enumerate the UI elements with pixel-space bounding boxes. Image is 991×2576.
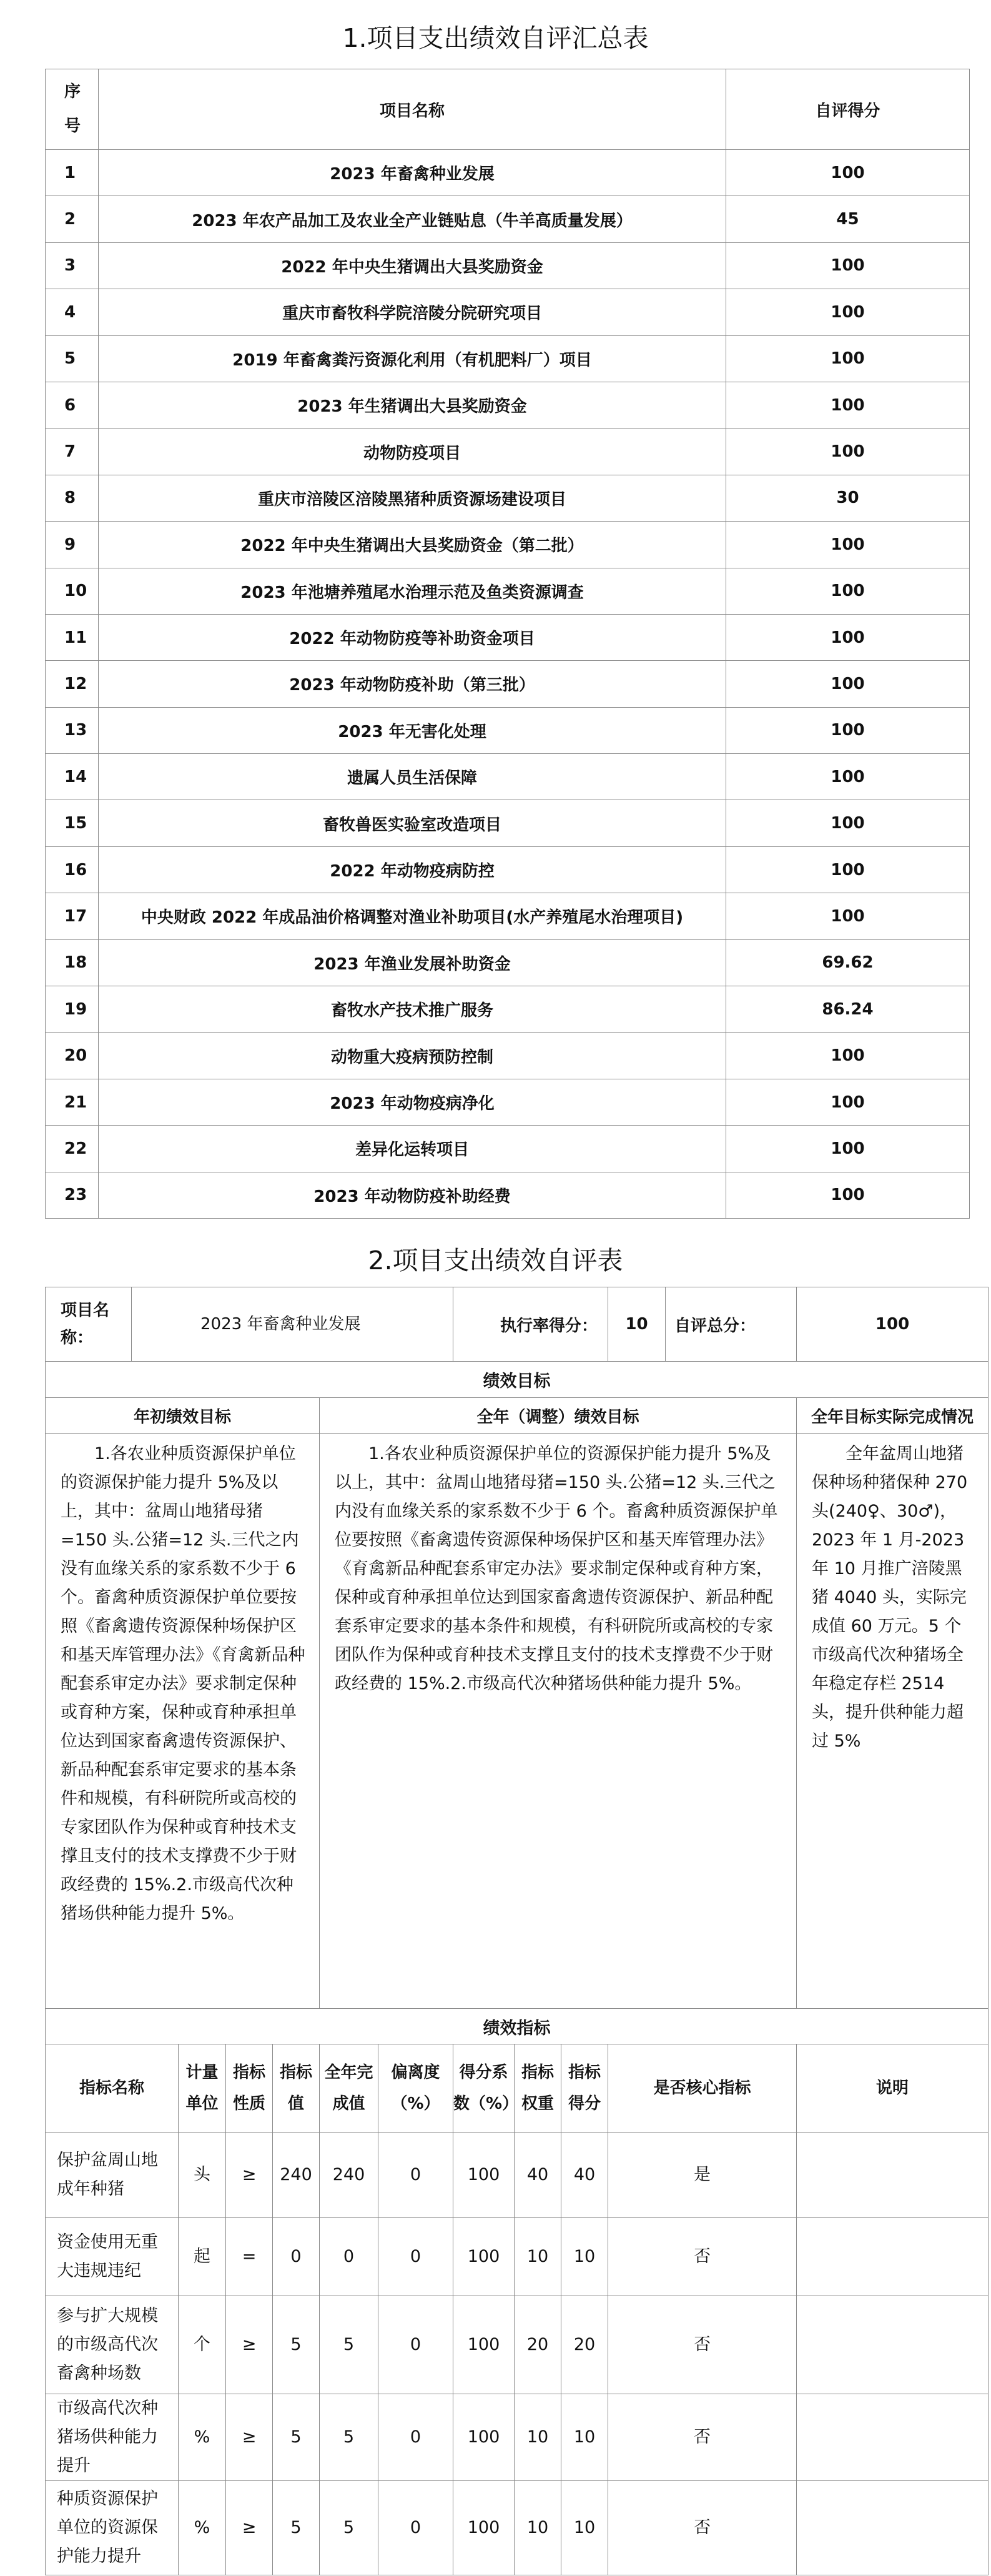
indicator-unit: 个 <box>179 2296 226 2394</box>
indicator-target: 0 <box>273 2218 320 2296</box>
summary-row-no: 13 <box>46 707 99 753</box>
indicator-unit: % <box>179 2481 226 2575</box>
goal-actual-text: 全年盆周山地猪保种场种猪保种 270 头(240♀、30♂)，2023 年 1 月-2023 年 10 月推广涪陵黑猪 4040 头，实际完成值 60 万元。5 个市级高代次种猪场全年稳定存栏 2514 头，提升供种能力超过 5% <box>797 1434 989 2009</box>
summary-row-score: 100 <box>726 614 970 660</box>
project-name-value: 2023 年畜禽种业发展 <box>132 1287 453 1362</box>
header-no <box>46 69 99 150</box>
summary-row-score: 30 <box>726 475 970 521</box>
indicator-target: 5 <box>273 2394 320 2481</box>
indicator-nature: ≥ <box>226 2296 273 2394</box>
indicator-score: 20 <box>561 2296 608 2394</box>
detail-title: 2.项目支出绩效自评表 <box>368 1246 623 1276</box>
summary-row-no: 8 <box>46 475 99 521</box>
summary-row <box>46 1172 970 1218</box>
indicator-core: 否 <box>608 2481 797 2575</box>
summary-row-no: 3 <box>46 242 99 289</box>
summary-row-name: 2023 年动物防疫补助经费 <box>99 1172 726 1218</box>
summary-row-no: 1 <box>46 150 99 196</box>
ind-header-deviation: 偏离度（%） <box>378 2044 453 2133</box>
indicator-score: 10 <box>561 2481 608 2575</box>
summary-title: 1.项目支出绩效自评汇总表 <box>342 23 649 53</box>
ind-header-score: 指标得分 <box>561 2044 608 2133</box>
ind-header-name: 指标名称 <box>46 2044 179 2133</box>
indicator-coef: 100 <box>453 2394 515 2481</box>
indicator-name: 种质资源保护单位的资源保护能力提升 <box>46 2481 179 2575</box>
summary-row-name: 2023 年畜禽种业发展 <box>99 150 726 196</box>
summary-row <box>46 754 970 800</box>
indicator-note <box>797 2218 989 2296</box>
ind-header-nature: 指标性质 <box>226 2044 273 2133</box>
indicator-nature: = <box>226 2218 273 2296</box>
indicator-row <box>46 2133 989 2218</box>
indicator-core: 是 <box>608 2133 797 2218</box>
summary-row-no: 20 <box>46 1033 99 1079</box>
summary-row-no: 19 <box>46 986 99 1033</box>
summary-row-name: 遗属人员生活保障 <box>99 754 726 800</box>
summary-row-no: 5 <box>46 335 99 382</box>
goal-actual-header: 全年目标实际完成情况 <box>797 1398 989 1434</box>
summary-row-score: 69.62 <box>726 939 970 986</box>
indicators-title-row <box>46 2009 989 2044</box>
indicator-weight: 10 <box>515 2481 561 2575</box>
indicator-row <box>46 2218 989 2296</box>
goals-header-row <box>46 1398 989 1434</box>
header-name: 项目名称 <box>99 69 726 150</box>
summary-row-name: 重庆市畜牧科学院涪陵分院研究项目 <box>99 289 726 335</box>
summary-row <box>46 382 970 428</box>
indicator-actual: 240 <box>320 2133 378 2218</box>
summary-row-score: 100 <box>726 429 970 475</box>
summary-table <box>45 69 970 1219</box>
indicator-weight: 40 <box>515 2133 561 2218</box>
summary-row-name: 动物重大疫病预防控制 <box>99 1033 726 1079</box>
exec-score-label: 执行率得分： <box>453 1287 608 1362</box>
project-row <box>46 1287 989 1362</box>
header-no-text: 序号 <box>64 82 81 136</box>
indicator-name: 市级高代次种猪场供种能力提升 <box>46 2394 179 2481</box>
indicator-coef: 100 <box>453 2133 515 2218</box>
summary-row-no: 10 <box>46 568 99 614</box>
summary-row-score: 100 <box>726 893 970 939</box>
indicator-deviation: 0 <box>378 2394 453 2481</box>
summary-row-name: 2023 年池塘养殖尾水治理示范及鱼类资源调查 <box>99 568 726 614</box>
summary-row-score: 100 <box>726 661 970 707</box>
summary-row-no: 16 <box>46 846 99 893</box>
exec-score-value: 10 <box>608 1287 666 1362</box>
summary-row <box>46 939 970 986</box>
summary-row-name: 2022 年动物防疫等补助资金项目 <box>99 614 726 660</box>
summary-row <box>46 522 970 568</box>
summary-row-no: 2 <box>46 196 99 242</box>
summary-row-score: 100 <box>726 846 970 893</box>
summary-row-score: 100 <box>726 1172 970 1218</box>
indicator-core: 否 <box>608 2218 797 2296</box>
summary-row-name: 2022 年中央生猪调出大县奖励资金（第二批） <box>99 522 726 568</box>
ind-header-core: 是否核心指标 <box>608 2044 797 2133</box>
ind-header-unit: 计量单位 <box>179 2044 226 2133</box>
indicator-note <box>797 2481 989 2575</box>
ind-header-target: 指标值 <box>273 2044 320 2133</box>
summary-row-score: 100 <box>726 522 970 568</box>
summary-row-score: 100 <box>726 800 970 846</box>
goal-initial-text: 1.各农业种质资源保护单位的资源保护能力提升 5%及以上，其中：盆周山地猪母猪=150 头.公猪=12 头.三代之内没有血缘关系的家系数不少于 6 个。畜禽种质资源保护单位要按照《畜禽遗传资源保种场保护区和基天库管理办法》《育禽新品种配套系审定办法》要求制定保种或育种方案，保种或育种承担单位达到国家畜禽遗传资源保护、新品种配套系审定要求的基本条件和规模，有科研院所或高校的专家团队作为保种或育种技术支撑且支付的技术支撑费不少于财政经费的 15%.2.市级高代次种猪场供种能力提升 5%。 <box>46 1434 320 2009</box>
indicator-score: 10 <box>561 2218 608 2296</box>
summary-row <box>46 475 970 521</box>
indicator-nature: ≥ <box>226 2481 273 2575</box>
summary-row <box>46 614 970 660</box>
summary-row-no: 22 <box>46 1126 99 1172</box>
summary-row <box>46 846 970 893</box>
summary-row-name: 重庆市涪陵区涪陵黑猪种质资源场建设项目 <box>99 475 726 521</box>
summary-row-name: 2023 年生猪调出大县奖励资金 <box>99 382 726 428</box>
summary-row-name: 畜牧兽医实验室改造项目 <box>99 800 726 846</box>
indicator-actual: 5 <box>320 2296 378 2394</box>
indicator-unit: % <box>179 2394 226 2481</box>
detail-table <box>45 1287 989 2575</box>
summary-row-no: 23 <box>46 1172 99 1218</box>
summary-row-score: 100 <box>726 335 970 382</box>
summary-row-name: 2023 年农产品加工及农业全产业链贴息（牛羊高质量发展） <box>99 196 726 242</box>
ind-header-note: 说明 <box>797 2044 989 2133</box>
summary-row-no: 14 <box>46 754 99 800</box>
summary-row <box>46 1126 970 1172</box>
summary-row <box>46 1079 970 1125</box>
indicator-unit: 头 <box>179 2133 226 2218</box>
summary-row-no: 15 <box>46 800 99 846</box>
ind-header-weight: 指标权重 <box>515 2044 561 2133</box>
summary-row-no: 12 <box>46 661 99 707</box>
summary-row <box>46 661 970 707</box>
project-name-label: 项目名称： <box>46 1287 132 1362</box>
indicator-core: 否 <box>608 2394 797 2481</box>
summary-row-no: 21 <box>46 1079 99 1125</box>
summary-row-no: 4 <box>46 289 99 335</box>
indicator-unit: 起 <box>179 2218 226 2296</box>
summary-row-name: 2022 年中央生猪调出大县奖励资金 <box>99 242 726 289</box>
summary-row-score: 100 <box>726 568 970 614</box>
summary-row-name: 2023 年动物疫病净化 <box>99 1079 726 1125</box>
summary-row-no: 18 <box>46 939 99 986</box>
indicator-score: 40 <box>561 2133 608 2218</box>
header-score: 自评得分 <box>726 69 970 150</box>
indicator-actual: 5 <box>320 2481 378 2575</box>
summary-row-no: 6 <box>46 382 99 428</box>
summary-row-score: 100 <box>726 289 970 335</box>
indicator-deviation: 0 <box>378 2133 453 2218</box>
ind-header-coef: 得分系数（%） <box>453 2044 515 2133</box>
ind-header-actual: 全年完成值 <box>320 2044 378 2133</box>
indicator-actual: 0 <box>320 2218 378 2296</box>
indicator-deviation: 0 <box>378 2218 453 2296</box>
summary-row-name: 差异化运转项目 <box>99 1126 726 1172</box>
indicator-deviation: 0 <box>378 2481 453 2575</box>
goal-adjusted-header: 全年（调整）绩效目标 <box>320 1398 797 1434</box>
summary-row-name: 2022 年动物疫病防控 <box>99 846 726 893</box>
goal-initial-header: 年初绩效目标 <box>46 1398 320 1434</box>
summary-header-row <box>46 69 970 150</box>
summary-row <box>46 196 970 242</box>
summary-row <box>46 429 970 475</box>
summary-row-name: 2023 年无害化处理 <box>99 707 726 753</box>
indicators-title: 绩效指标 <box>46 2009 989 2044</box>
summary-row-no: 11 <box>46 614 99 660</box>
summary-row-name: 2023 年渔业发展补助资金 <box>99 939 726 986</box>
summary-row <box>46 1033 970 1079</box>
summary-row-score: 100 <box>726 1033 970 1079</box>
summary-row <box>46 893 970 939</box>
summary-row-score: 100 <box>726 1079 970 1125</box>
summary-row-no: 9 <box>46 522 99 568</box>
indicator-coef: 100 <box>453 2296 515 2394</box>
indicator-row <box>46 2296 989 2394</box>
indicator-note <box>797 2296 989 2394</box>
summary-row-score: 100 <box>726 1126 970 1172</box>
summary-row <box>46 335 970 382</box>
summary-row-score: 100 <box>726 754 970 800</box>
indicator-target: 240 <box>273 2133 320 2218</box>
summary-row-name: 动物防疫项目 <box>99 429 726 475</box>
summary-row-name: 畜牧水产技术推广服务 <box>99 986 726 1033</box>
indicator-row <box>46 2394 989 2481</box>
summary-row-score: 100 <box>726 242 970 289</box>
indicator-name: 资金使用无重大违规违纪 <box>46 2218 179 2296</box>
summary-row <box>46 242 970 289</box>
summary-row-score: 100 <box>726 707 970 753</box>
summary-row-name: 2019 年畜禽粪污资源化利用（有机肥料厂）项目 <box>99 335 726 382</box>
indicator-actual: 5 <box>320 2394 378 2481</box>
goal-adjusted-text: 1.各农业种质资源保护单位的资源保护能力提升 5%及以上，其中：盆周山地猪母猪=150 头.公猪=12 头.三代之内没有血缘关系的家系数不少于 6 个。畜禽种质资源保护单位要按照《畜禽遗传资源保种场保护区和基天库管理办法》《育禽新品种配套系审定办法》要求制定保种或育种方案，保种或育种承担单位达到国家畜禽遗传资源保护、新品种配套系审定要求的基本条件和规模，有科研院所或高校的专家团队作为保种或育种技术支撑且支付的技术支撑费不少于财政经费的 15%.2.市级高代次种猪场供种能力提升 5%。 <box>320 1434 797 2009</box>
summary-row-score: 86.24 <box>726 986 970 1033</box>
summary-row-no: 7 <box>46 429 99 475</box>
summary-row-score: 45 <box>726 196 970 242</box>
summary-row-name: 中央财政 2022 年成品油价格调整对渔业补助项目(水产养殖尾水治理项目) <box>99 893 726 939</box>
indicator-score: 10 <box>561 2394 608 2481</box>
indicator-target: 5 <box>273 2296 320 2394</box>
summary-row <box>46 568 970 614</box>
summary-row-name: 2023 年动物防疫补助（第三批） <box>99 661 726 707</box>
indicator-name: 参与扩大规模的市级高代次畜禽种场数 <box>46 2296 179 2394</box>
summary-row-score: 100 <box>726 382 970 428</box>
indicator-weight: 20 <box>515 2296 561 2394</box>
goals-title-row <box>46 1362 989 1398</box>
total-score-label: 自评总分： <box>666 1287 797 1362</box>
indicator-nature: ≥ <box>226 2133 273 2218</box>
indicator-note <box>797 2133 989 2218</box>
summary-row <box>46 289 970 335</box>
indicator-name: 保护盆周山地成年种猪 <box>46 2133 179 2218</box>
indicator-core: 否 <box>608 2296 797 2394</box>
indicator-deviation: 0 <box>378 2296 453 2394</box>
indicator-weight: 10 <box>515 2218 561 2296</box>
indicator-coef: 100 <box>453 2218 515 2296</box>
indicators-header-row <box>46 2044 989 2133</box>
indicator-nature: ≥ <box>226 2394 273 2481</box>
total-score-value: 100 <box>797 1287 989 1362</box>
summary-row <box>46 150 970 196</box>
goals-text-row <box>46 1434 989 2009</box>
summary-row <box>46 707 970 753</box>
summary-row <box>46 800 970 846</box>
summary-row <box>46 986 970 1033</box>
summary-row-no: 17 <box>46 893 99 939</box>
goals-title: 绩效目标 <box>46 1362 989 1398</box>
indicator-target: 5 <box>273 2481 320 2575</box>
indicator-note <box>797 2394 989 2481</box>
summary-row-score: 100 <box>726 150 970 196</box>
indicator-weight: 10 <box>515 2394 561 2481</box>
indicator-row <box>46 2481 989 2575</box>
indicator-coef: 100 <box>453 2481 515 2575</box>
